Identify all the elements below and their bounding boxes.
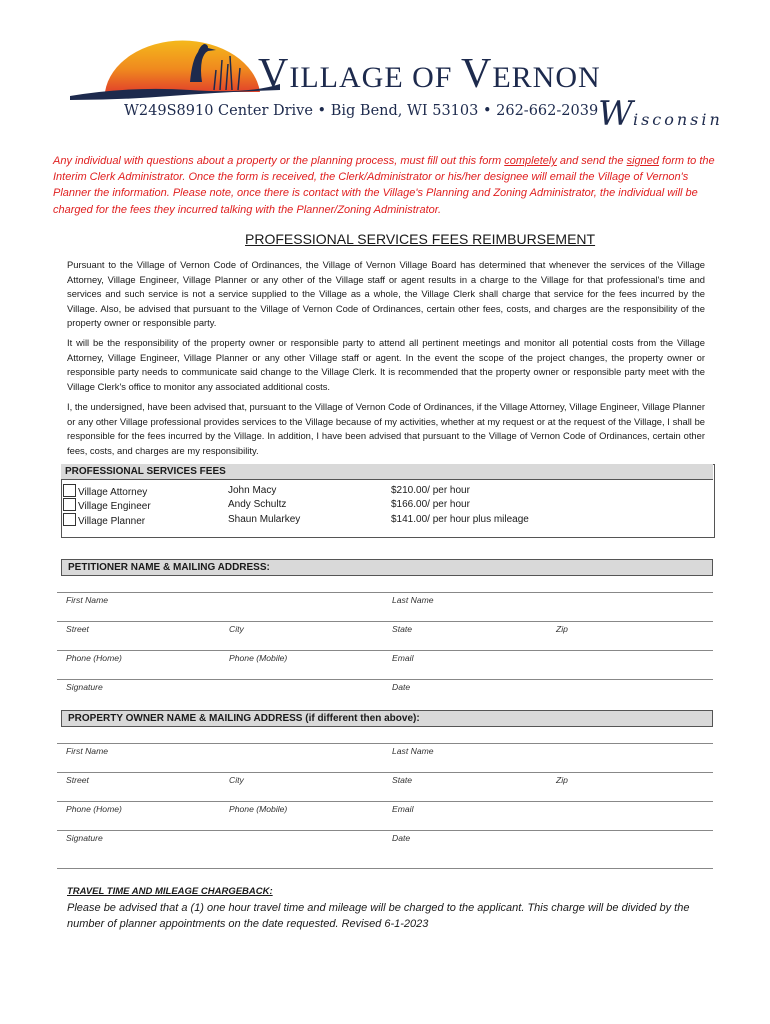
owner-zip-label: Zip: [556, 775, 568, 785]
owner-phone-home-label: Phone (Home): [66, 804, 122, 814]
paragraph-2: It will be the responsibility of the property owner or responsible party to attend all pertinent meetings and monitor all potential costs from the Village Attorney, Village Engineer, Village Planner or any other Village staff or agent. In the event the scope of the project changes, the property owner or responsible party needs to communicate said change to the Village Clerk. It is recommended that the property owner or responsible party meet with the Village Clerk's office to monitor any associated additional costs.: [67, 337, 705, 392]
petitioner-phone-home-label: Phone (Home): [66, 653, 122, 663]
petitioner-zip-label: Zip: [556, 624, 568, 634]
petitioner-signature-label: Signature: [66, 682, 103, 692]
fee-row: Village Planner Shaun Mularkey $141.00/ per hour plus mileage: [63, 513, 145, 527]
owner-phone-mobile-label: Phone (Mobile): [229, 804, 288, 814]
petitioner-signature-field[interactable]: [57, 679, 713, 680]
owner-first-name-label: First Name: [66, 746, 109, 756]
owner-city-label: City: [229, 775, 244, 785]
travel-title: TRAVEL TIME AND MILEAGE CHARGEBACK:: [67, 886, 273, 897]
owner-signature-label: Signature: [66, 833, 103, 843]
owner-date-label: Date: [392, 833, 411, 843]
owner-street-label: Street: [66, 775, 89, 785]
attorney-checkbox[interactable]: [63, 484, 76, 497]
petitioner-header: PETITIONER NAME & MAILING ADDRESS:: [61, 559, 713, 576]
petitioner-city-label: City: [229, 624, 244, 634]
state-script: Wisconsin: [598, 94, 723, 134]
petitioner-first-name-label: First Name: [66, 595, 109, 605]
fee-row: Village Attorney John Macy $210.00/ per hour: [63, 484, 147, 498]
village-address: W249S8910 Center Drive • Big Bend, WI 53103 • 262-662-2039: [124, 103, 599, 119]
owner-bottom-rule: [57, 868, 713, 869]
planner-checkbox[interactable]: [63, 513, 76, 526]
petitioner-name-field[interactable]: [57, 592, 713, 593]
notice-text: Any individual with questions about a property or the planning process, must fill out this form completely and send the signed form to the Interim Clerk Administrator. Once the form is received, the Clerk/Administrator or his/her designee will email the Village of Vernon's Planner the information. Please note, once there is contact with the Village's Planning and Zoning Administrator, the individual will be charged for the fees they incurred talking with the Planner/Zoning Administrator.: [53, 155, 715, 216]
owner-state-label: State: [392, 775, 413, 785]
owner-header: PROPERTY OWNER NAME & MAILING ADDRESS (if different then above):: [61, 710, 713, 727]
owner-name-field[interactable]: [57, 743, 713, 744]
owner-last-name-label: Last Name: [392, 746, 434, 756]
owner-signature-field[interactable]: [57, 830, 713, 831]
travel-text: Please be advised that a (1) one hour travel time and mileage will be charged to the applicant. This charge will be divided by the number of planner appointments on the date requested. Revised 6-1-2023: [67, 902, 690, 930]
page-title: PROFESSIONAL SERVICES FEES REIMBURSEMENT: [245, 231, 596, 247]
owner-contact-field[interactable]: [57, 801, 713, 802]
paragraph-3: I, the undersigned, have been advised that, pursuant to the Village of Vernon Code of Ordinances, if the Village Attorney, Village Engineer, Village Planner or any other Village professional provides services to the Village because of my activities, whether at my request or at the request of the Village, I shall be responsible for the fees incurred by the Village. In addition, I have been advised that pursuant to the Village of Vernon Code of Ordinances, certain other fees, costs, and charges are my responsibility.: [67, 401, 705, 456]
engineer-checkbox[interactable]: [63, 498, 76, 511]
fees-header: PROFESSIONAL SERVICES FEES: [61, 464, 713, 480]
village-title: VILLAGE OF VERNON: [258, 51, 601, 97]
village-logo: [70, 20, 290, 100]
owner-email-label: Email: [392, 804, 414, 814]
paragraph-1: Pursuant to the Village of Vernon Code of Ordinances, the Village of Vernon Village Board has determined that whenever the services of the Village Attorney, Village Engineer, Village Planner or any other of the Village staff or agent results in a charge to the Village for that professional's time and services and such service is not a service supplied to the Village as a whole, the Village Clerk shall charge that service for the fees incurred by the Village. Also, be advised that pursuant to the Village of Vernon Code of Ordinances, certain other fees, costs, and charges are the responsibility of the property owner or responsible party.: [67, 259, 705, 329]
petitioner-street-label: Street: [66, 624, 89, 634]
petitioner-contact-field[interactable]: [57, 650, 713, 651]
petitioner-address-field[interactable]: [57, 621, 713, 622]
petitioner-phone-mobile-label: Phone (Mobile): [229, 653, 288, 663]
fee-row: Village Engineer Andy Schultz $166.00/ per hour: [63, 498, 151, 512]
petitioner-state-label: State: [392, 624, 413, 634]
petitioner-last-name-label: Last Name: [392, 595, 434, 605]
petitioner-email-label: Email: [392, 653, 414, 663]
sun-shape: [105, 41, 260, 92]
owner-address-field[interactable]: [57, 772, 713, 773]
petitioner-date-label: Date: [392, 682, 411, 692]
